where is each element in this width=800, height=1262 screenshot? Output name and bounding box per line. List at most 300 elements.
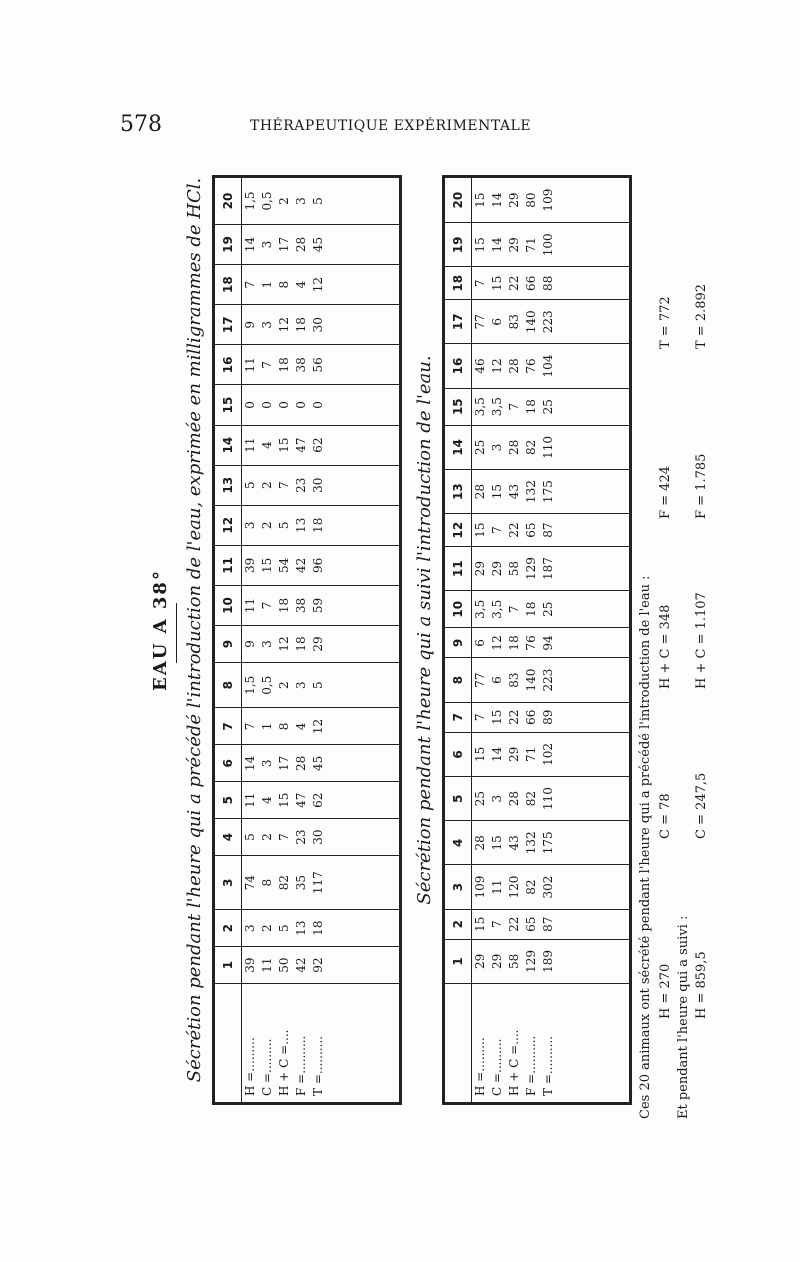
table-cell: 12 (277, 636, 291, 652)
table-cell: 29 (507, 237, 521, 253)
table-cell: 29 (473, 953, 487, 970)
table-cell: 25 (541, 601, 555, 617)
table-row (472, 177, 631, 1104)
data-column (472, 267, 631, 300)
table-cell: 12 (490, 635, 504, 651)
column-header: 11 (444, 546, 472, 590)
table-before (212, 175, 402, 1105)
data-column (242, 947, 401, 984)
column-header: 20 (214, 177, 242, 225)
table-cell: 35 (294, 875, 308, 891)
summary-before-f: F = 424 (658, 466, 673, 519)
table-cell: 62 (311, 437, 325, 453)
table-cell: 15 (490, 835, 504, 851)
column-header: 1 (444, 939, 472, 983)
table-cell: 30 (311, 477, 325, 493)
table-cell: 3 (490, 443, 504, 452)
data-column (242, 224, 401, 264)
table-cell: 46 (473, 358, 487, 374)
table-cell: 12 (490, 358, 504, 374)
table-cell: 129 (524, 949, 538, 973)
table-cell: 302 (541, 875, 555, 899)
row-labels (242, 984, 401, 1104)
table-cell: 15 (490, 483, 504, 500)
column-header: 18 (214, 265, 242, 305)
table-cell: 15 (473, 237, 487, 253)
table-cell: 3,5 (490, 397, 504, 417)
table-cell: 94 (541, 635, 555, 651)
summary-line-after: Et pendant l'heure qui a suivi : (676, 915, 691, 1119)
table-cell: 71 (524, 746, 538, 763)
table-cell: 140 (524, 310, 538, 334)
row-label: C =......... (260, 1038, 274, 1096)
table-cell: 47 (294, 437, 308, 453)
table-cell: 18 (524, 399, 538, 415)
table-cell: 18 (311, 517, 325, 533)
data-column (242, 305, 401, 345)
summary-after-t: T = 2.892 (694, 283, 709, 349)
table-cell: 29 (473, 560, 487, 577)
column-header: 16 (444, 344, 472, 388)
table-cell: 28 (294, 236, 308, 253)
column-header: 19 (214, 224, 242, 264)
data-column (242, 910, 401, 947)
column-header: 10 (214, 585, 242, 625)
column-header: 6 (444, 732, 472, 776)
table-cell: 28 (507, 358, 521, 374)
column-header: 16 (214, 345, 242, 385)
table-cell: 0,5 (260, 191, 274, 211)
row-label: T =.......... (311, 1035, 325, 1096)
table-cell: 45 (311, 755, 325, 771)
table-cell: 30 (311, 317, 325, 333)
table-cell: 39 (243, 557, 257, 574)
table-row (242, 177, 401, 1104)
table-cell: 29 (507, 192, 521, 208)
table-cell: 15 (473, 522, 487, 538)
table-cell: 17 (277, 755, 291, 771)
table-cell: 8 (260, 878, 274, 887)
data-column (242, 819, 401, 856)
table-cell: 7 (507, 402, 521, 411)
page-number: 578 (120, 112, 162, 137)
table-cell: 22 (507, 522, 521, 538)
column-header: 8 (214, 662, 242, 708)
table-cell: 28 (294, 755, 308, 771)
table-cell: 3 (260, 640, 274, 648)
table-cell: 5 (311, 197, 325, 205)
table-cell: 82 (524, 879, 538, 895)
data-column (472, 388, 631, 425)
table-cell: 7 (243, 280, 257, 289)
table-cell: 45 (311, 236, 325, 253)
column-header: 12 (214, 505, 242, 545)
column-header: 6 (214, 745, 242, 782)
summary-after-f: F = 1.785 (694, 453, 709, 519)
table-cell: 104 (541, 354, 555, 378)
column-header: 15 (214, 385, 242, 425)
table-cell: 43 (507, 483, 521, 500)
table-cell: 89 (541, 709, 555, 725)
header-row (214, 177, 242, 1104)
table-cell: 2 (260, 481, 274, 489)
table-cell: 15 (473, 746, 487, 763)
table-cell: 0 (277, 401, 291, 409)
table-cell: 14 (490, 192, 504, 208)
data-column (472, 939, 631, 983)
table-cell: 4 (260, 441, 274, 449)
table-cell: 12 (311, 718, 325, 735)
table-cell: 0 (294, 401, 308, 409)
table-cell: 92 (311, 957, 325, 973)
data-column (242, 585, 401, 625)
data-column (472, 658, 631, 702)
table-cell: 0 (243, 401, 257, 409)
data-column (472, 821, 631, 865)
table-cell: 7 (473, 279, 487, 288)
table-cell: 9 (243, 320, 257, 329)
column-header: 3 (214, 856, 242, 910)
data-column (472, 223, 631, 267)
table-cell: 22 (507, 709, 521, 725)
data-column (472, 909, 631, 939)
table-cell: 8 (277, 722, 291, 731)
data-column (472, 546, 631, 590)
column-header: 4 (444, 821, 472, 865)
table-cell: 0 (311, 401, 325, 409)
table-cell: 71 (524, 237, 538, 253)
data-column (472, 514, 631, 547)
table-cell: 18 (294, 317, 308, 333)
row-label: H =......... (243, 1037, 257, 1096)
table-cell: 187 (541, 557, 555, 581)
table-cell: 29 (490, 953, 504, 970)
table-cell: 3 (243, 924, 257, 932)
table-cell: 1 (260, 722, 274, 731)
table-cell: 29 (490, 560, 504, 577)
data-column (472, 702, 631, 732)
table-cell: 3 (260, 240, 274, 249)
table-cell: 18 (294, 636, 308, 652)
table-cell: 25 (541, 399, 555, 415)
table-cell: 2 (260, 833, 274, 841)
table-cell: 30 (311, 829, 325, 845)
column-header: 15 (444, 388, 472, 425)
table-cell: 3,5 (473, 397, 487, 417)
column-header: 7 (214, 708, 242, 745)
running-head: THÉRAPEUTIQUE EXPÉRIMENTALE (250, 118, 532, 134)
column-header: 10 (444, 591, 472, 628)
table-cell: 11 (243, 357, 257, 373)
table-cell: 7 (277, 833, 291, 841)
table-cell: 6 (490, 676, 504, 684)
table-cell: 14 (243, 755, 257, 771)
table-cell: 87 (541, 522, 555, 538)
table-cell: 11 (243, 597, 257, 614)
data-column (242, 856, 401, 910)
table-cell: 80 (524, 192, 538, 208)
table-cell: 110 (541, 435, 555, 459)
table-cell: 15 (473, 192, 487, 208)
table-cell: 7 (277, 481, 291, 489)
table-cell: 7 (490, 526, 504, 534)
data-column (242, 662, 401, 708)
data-column (242, 745, 401, 782)
table-cell: 102 (541, 742, 555, 766)
column-header: 9 (214, 626, 242, 663)
table-cell: 28 (473, 835, 487, 851)
table-cell: 14 (243, 236, 257, 253)
table-cell: 66 (524, 709, 538, 725)
table-cell: 12 (277, 317, 291, 333)
table-cell: 59 (311, 597, 325, 614)
data-column (472, 425, 631, 469)
table-cell: 175 (541, 831, 555, 855)
table-cell: 82 (524, 790, 538, 807)
table-cell: 3 (243, 521, 257, 530)
table-cell: 189 (541, 949, 555, 973)
table-cell: 77 (473, 314, 487, 330)
table-cell: 18 (277, 597, 291, 614)
column-header: 19 (444, 223, 472, 267)
data-column (242, 385, 401, 425)
table-cell: 23 (294, 477, 308, 493)
column-header: 4 (214, 819, 242, 856)
table-cell: 11 (490, 879, 504, 895)
table-cell: 83 (507, 314, 521, 330)
table-cell: 28 (507, 790, 521, 807)
table-cell: 6 (490, 317, 504, 326)
table-cell: 120 (507, 875, 521, 899)
table-cell: 5 (277, 521, 291, 530)
table-cell: 3,5 (490, 599, 504, 619)
row-label: H =......... (473, 1037, 487, 1096)
header-row (444, 177, 472, 1104)
table-cell: 82 (277, 875, 291, 891)
table-cell: 1 (260, 280, 274, 289)
table-cell: 3 (260, 759, 274, 768)
summary-after-c: C = 247,5 (694, 772, 709, 839)
row-label-header (214, 984, 242, 1104)
table-cell: 96 (311, 557, 325, 574)
table-cell: 38 (294, 357, 308, 373)
column-header: 1 (214, 947, 242, 984)
table-cell: 3 (294, 681, 308, 690)
column-header: 17 (214, 305, 242, 345)
column-header: 17 (444, 300, 472, 344)
caption-before: Sécrétion pendant l'heure qui a précédé l'introduction de l'eau, exprimée en milligrammes de HCl. (184, 177, 205, 1083)
table-cell: 50 (277, 957, 291, 973)
table-cell: 5 (277, 924, 291, 932)
data-column (242, 505, 401, 545)
column-header: 9 (444, 628, 472, 658)
table-cell: 7 (260, 361, 274, 369)
table-cell: 13 (294, 920, 308, 936)
table-cell: 7 (260, 601, 274, 610)
table-cell: 5 (243, 833, 257, 841)
summary-before-h: H = 270 (658, 963, 673, 1019)
data-column (472, 470, 631, 514)
data-column (242, 545, 401, 585)
table-cell: 0,5 (260, 675, 274, 695)
table-cell: 39 (243, 957, 257, 973)
table-cell: 65 (524, 522, 538, 538)
table-cell: 58 (507, 560, 521, 577)
summary-after-h: H = 859,5 (694, 951, 709, 1019)
table-cell: 22 (507, 916, 521, 932)
row-label-header (444, 984, 472, 1104)
row-label: F =.......... (294, 1035, 308, 1096)
table-cell: 4 (294, 280, 308, 289)
table-cell: 15 (277, 792, 291, 808)
table-cell: 62 (311, 792, 325, 808)
summary-before-c: C = 78 (658, 793, 673, 839)
table-cell: 29 (507, 746, 521, 763)
column-header: 13 (444, 470, 472, 514)
table-cell: 58 (507, 953, 521, 970)
data-column (242, 782, 401, 819)
table-cell: 12 (311, 277, 325, 293)
table-cell: 100 (541, 233, 555, 257)
data-column (472, 865, 631, 909)
table-cell: 0 (260, 401, 274, 409)
table-cell: 7 (243, 722, 257, 731)
table-cell: 18 (507, 635, 521, 651)
table-cell: 42 (294, 557, 308, 574)
title-rule (176, 603, 177, 663)
table-cell: 47 (294, 792, 308, 808)
table-cell: 223 (541, 668, 555, 692)
table-cell: 15 (490, 275, 504, 291)
row-label: F =.......... (524, 1035, 538, 1096)
data-column (242, 708, 401, 745)
table-cell: 25 (473, 790, 487, 807)
column-header: 2 (214, 910, 242, 947)
table-cell: 11 (243, 437, 257, 453)
table-cell: 15 (260, 557, 274, 574)
summary-line-before: Ces 20 animaux ont sécrété pendant l'heure qui a précédé l'introduction de l'eau : (638, 575, 653, 1119)
table-cell: 23 (294, 829, 308, 845)
table-cell: 223 (541, 310, 555, 334)
table-cell: 87 (541, 916, 555, 932)
table-cell: 22 (507, 275, 521, 291)
table-cell: 132 (524, 480, 538, 504)
column-header: 14 (214, 425, 242, 465)
table-cell: 109 (473, 875, 487, 899)
data-column (242, 265, 401, 305)
table-cell: 110 (541, 787, 555, 811)
column-header: 5 (214, 782, 242, 819)
row-label: C =......... (490, 1038, 504, 1096)
column-header: 5 (444, 777, 472, 821)
row-label: T =.......... (541, 1035, 555, 1096)
summary-before-hc: H + C = 348 (658, 604, 673, 689)
table-cell: 7 (490, 920, 504, 929)
column-header: 11 (214, 545, 242, 585)
data-column (472, 591, 631, 628)
data-column (472, 777, 631, 821)
table-cell: 129 (524, 557, 538, 581)
table-cell: 18 (311, 920, 325, 936)
table-cell: 18 (277, 357, 291, 373)
data-column (472, 300, 631, 344)
column-header: 12 (444, 514, 472, 547)
table-cell: 77 (473, 672, 487, 688)
table-cell: 4 (294, 722, 308, 731)
table-cell: 8 (277, 280, 291, 289)
caption-after: Sécrétion pendant l'heure qui a suivi l'introduction de l'eau. (414, 355, 435, 905)
table-cell: 28 (473, 483, 487, 500)
table-cell: 3,5 (473, 599, 487, 619)
row-labels (472, 984, 631, 1104)
table-cell: 17 (277, 236, 291, 253)
table-cell: 11 (243, 792, 257, 808)
table-cell: 9 (243, 640, 257, 648)
table-cell: 88 (541, 275, 555, 291)
rotated-content (140, 135, 709, 1125)
table-cell: 14 (490, 237, 504, 253)
table-cell: 2 (277, 681, 291, 690)
table-cell: 132 (524, 831, 538, 855)
table-cell: 3 (294, 197, 308, 205)
table-cell: 76 (524, 358, 538, 374)
table-cell: 3 (260, 320, 274, 329)
table-after (442, 175, 632, 1105)
summary-after-hc: H + C = 1.107 (694, 592, 709, 689)
table-cell: 140 (524, 668, 538, 692)
summary-before-t: T = 772 (658, 296, 673, 349)
table-cell: 117 (311, 871, 325, 895)
table-cell: 7 (473, 713, 487, 722)
table-cell: 3 (490, 794, 504, 803)
column-header: 13 (214, 465, 242, 505)
table-cell: 43 (507, 835, 521, 851)
column-header: 2 (444, 909, 472, 939)
data-column (242, 425, 401, 465)
data-column (242, 177, 401, 225)
table-cell: 83 (507, 672, 521, 688)
table-cell: 56 (311, 357, 325, 373)
table-title: EAU A 38° (150, 569, 171, 691)
column-header: 7 (444, 702, 472, 732)
column-header: 3 (444, 865, 472, 909)
table-cell: 14 (490, 746, 504, 763)
data-column (472, 628, 631, 658)
table-cell: 6 (473, 639, 487, 647)
column-header: 14 (444, 425, 472, 469)
column-header: 8 (444, 658, 472, 702)
table-cell: 13 (294, 517, 308, 533)
data-column (472, 344, 631, 388)
table-cell: 1,5 (243, 191, 257, 211)
table-cell: 65 (524, 916, 538, 932)
table-cell: 42 (294, 957, 308, 973)
table-cell: 4 (260, 796, 274, 805)
data-column (472, 732, 631, 776)
table-cell: 11 (260, 957, 274, 973)
table-cell: 5 (243, 481, 257, 489)
row-label: H + C =.... (277, 1029, 291, 1096)
data-column (242, 626, 401, 663)
data-column (242, 345, 401, 385)
table-cell: 2 (260, 924, 274, 932)
table-cell: 18 (524, 601, 538, 617)
data-column (472, 177, 631, 223)
table-cell: 2 (277, 197, 291, 205)
column-header: 20 (444, 177, 472, 223)
data-column (242, 465, 401, 505)
table-cell: 28 (507, 439, 521, 456)
